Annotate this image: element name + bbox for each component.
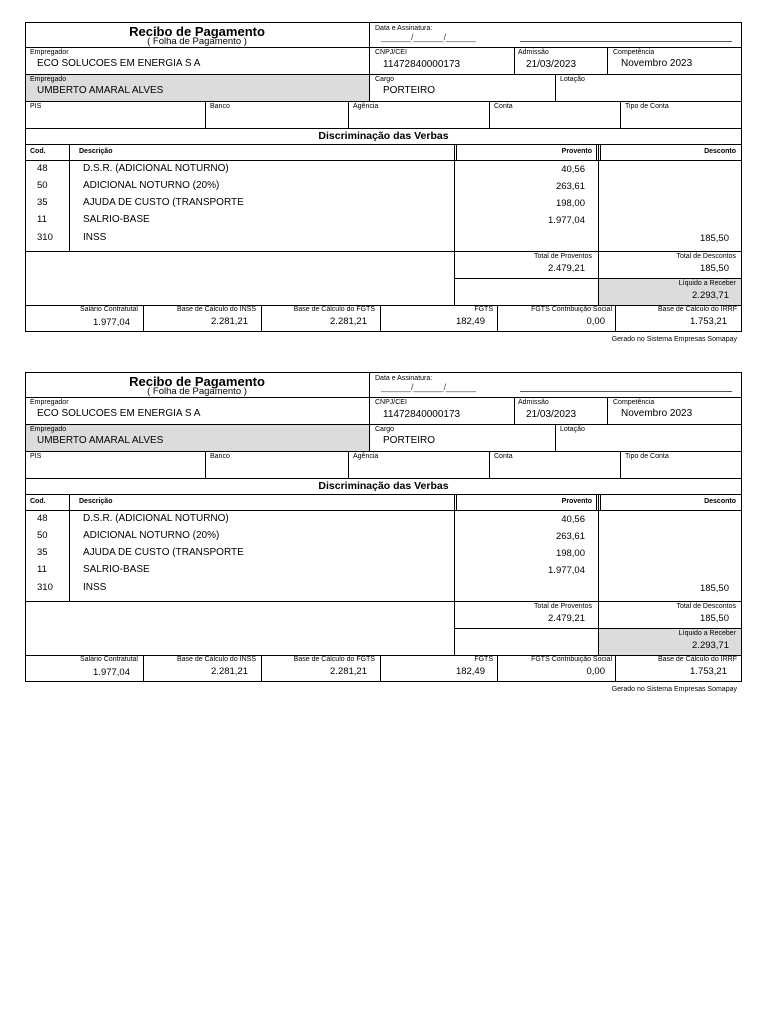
total-descontos-value: 185,50 — [699, 263, 729, 274]
rule — [143, 305, 144, 332]
rule — [261, 305, 262, 332]
item-desc: SALRIO-BASE — [83, 564, 150, 575]
col-desc: Descrição — [79, 148, 113, 155]
rule — [596, 494, 597, 510]
admission-label: Admissão — [518, 399, 549, 406]
rule — [615, 305, 616, 332]
item-cod: 11 — [37, 564, 47, 575]
rule — [25, 128, 742, 129]
rule — [369, 372, 370, 451]
role-label: Cargo — [375, 426, 395, 433]
pis-label: PIS — [30, 453, 42, 460]
item-desc: SALRIO-BASE — [83, 214, 150, 225]
rule — [454, 144, 455, 305]
account-label: Conta — [494, 103, 513, 110]
receipt-title: Recibo de Pagamento — [129, 24, 265, 39]
fgts-social-label: FGTS Contribuição Social — [531, 656, 612, 663]
base-inss-value: 2.281,21 — [211, 666, 248, 677]
base-inss-label: Base de Cálculo do INSS — [177, 306, 256, 313]
liquido-label: Líquido a Receber — [678, 630, 736, 637]
footer-note: Gerado no Sistema Empresas Somapay — [611, 686, 737, 693]
item-desc: INSS — [83, 232, 107, 243]
rule — [348, 101, 349, 128]
base-inss-label: Base de Cálculo do INSS — [177, 656, 256, 663]
item-cod: 50 — [37, 180, 48, 191]
item-provento: 1.977,04 — [548, 215, 585, 226]
col-provento: Provento — [561, 498, 592, 505]
receipt-title: Recibo de Pagamento — [129, 374, 265, 389]
rule — [69, 144, 70, 251]
rule — [555, 424, 556, 451]
item-provento: 198,00 — [555, 198, 585, 209]
rule — [25, 424, 742, 425]
account-type-label: Tipo de Conta — [625, 453, 669, 460]
total-proventos-value: 2.479,21 — [548, 613, 585, 624]
item-cod: 50 — [37, 530, 48, 541]
payslip-receipt — [25, 22, 742, 343]
signature-line — [520, 391, 732, 392]
item-cod: 35 — [37, 197, 48, 208]
item-provento: 1.977,04 — [548, 565, 585, 576]
rule — [143, 655, 144, 682]
rule — [25, 47, 742, 48]
base-inss-value: 2.281,21 — [211, 316, 248, 327]
competence-label: Competência — [613, 49, 655, 56]
rule — [454, 494, 455, 655]
fgts-social-value: 0,00 — [586, 666, 605, 677]
rule — [489, 451, 490, 478]
col-cod: Cod. — [30, 498, 46, 505]
item-desc: INSS — [83, 582, 107, 593]
rule — [25, 74, 742, 75]
role-label: Cargo — [375, 76, 395, 83]
fgts-social-value: 0,00 — [586, 316, 605, 327]
rule — [497, 305, 498, 332]
account-label: Conta — [494, 453, 513, 460]
salario-value: 1.977,04 — [93, 317, 130, 328]
receipt-body — [25, 22, 742, 343]
salario-value: 1.977,04 — [93, 667, 130, 678]
base-fgts-value: 2.281,21 — [330, 316, 367, 327]
competence-value: Novembro 2023 — [621, 58, 693, 69]
cnpj-value: 11472840000173 — [383, 409, 461, 420]
fgts-value: 182,49 — [455, 316, 485, 327]
fgts-label: FGTS — [474, 656, 493, 663]
item-provento: 198,00 — [555, 548, 585, 559]
section-title: Discriminação das Verbas — [318, 130, 449, 142]
item-desconto: 185,50 — [699, 583, 729, 594]
payslip-receipt — [25, 372, 742, 693]
rule — [598, 494, 599, 655]
signature-date-blank: ______/______/______ — [381, 32, 477, 42]
cnpj-label: CNPJ/CEI — [375, 399, 407, 406]
item-provento: 40,56 — [561, 164, 585, 175]
employer-label: Empregador — [30, 49, 69, 56]
item-desc: AJUDA DE CUSTO (TRANSPORTE — [83, 197, 244, 208]
employee-name: UMBERTO AMARAL ALVES — [37, 85, 164, 96]
col-desconto: Desconto — [704, 148, 736, 155]
item-desc: ADICIONAL NOTURNO (20%) — [83, 530, 220, 541]
item-cod: 310 — [37, 582, 53, 593]
base-fgts-label: Base de Cálculo do FGTS — [293, 306, 375, 313]
liquido-value: 2.293,71 — [692, 640, 729, 651]
total-descontos-label: Total de Descontos — [676, 603, 736, 610]
rule — [489, 101, 490, 128]
rule — [25, 510, 742, 511]
col-cod: Cod. — [30, 148, 46, 155]
competence-label: Competência — [613, 399, 655, 406]
base-irrf-label: Base de Cálculo do IRRF — [658, 306, 737, 313]
item-cod: 11 — [37, 214, 47, 225]
bank-label: Banco — [210, 103, 230, 110]
rule — [205, 101, 206, 128]
rule — [69, 494, 70, 601]
rule — [205, 451, 206, 478]
item-provento: 263,61 — [555, 181, 585, 192]
signature-label: Data e Assinatura: — [375, 25, 433, 32]
item-cod: 310 — [37, 232, 53, 243]
location-label: Lotação — [560, 426, 585, 433]
rule — [25, 251, 742, 252]
role-value: PORTEIRO — [383, 435, 436, 446]
rule — [25, 478, 742, 479]
role-value: PORTEIRO — [383, 85, 436, 96]
admission-value: 21/03/2023 — [526, 59, 577, 70]
rule — [555, 74, 556, 101]
salario-label: Salário Contratutal — [80, 306, 138, 313]
total-descontos-value: 185,50 — [699, 613, 729, 624]
fgts-value: 182,49 — [455, 666, 485, 677]
footer-note: Gerado no Sistema Empresas Somapay — [611, 336, 737, 343]
rule — [596, 144, 597, 160]
fgts-label: FGTS — [474, 306, 493, 313]
item-desc: D.S.R. (ADICIONAL NOTURNO) — [83, 513, 229, 524]
agency-label: Agência — [353, 103, 379, 110]
liquido-label: Líquido a Receber — [678, 280, 736, 287]
base-irrf-label: Base de Cálculo do IRRF — [658, 656, 737, 663]
col-desc: Descrição — [79, 498, 113, 505]
rule — [25, 160, 742, 161]
rule — [369, 22, 370, 101]
rule — [607, 47, 608, 74]
base-irrf-value: 1.753,21 — [690, 316, 727, 327]
rule — [454, 144, 455, 160]
base-fgts-value: 2.281,21 — [330, 666, 367, 677]
col-provento: Provento — [561, 148, 592, 155]
section-title: Discriminação das Verbas — [318, 480, 449, 492]
employer-name: ECO SOLUCOES EM ENERGIA S A — [37, 408, 201, 419]
admission-label: Admissão — [518, 49, 549, 56]
total-proventos-label: Total de Proventos — [534, 253, 592, 260]
rule — [514, 47, 515, 74]
employer-name: ECO SOLUCOES EM ENERGIA S A — [37, 58, 201, 69]
competence-value: Novembro 2023 — [621, 408, 693, 419]
account-type-label: Tipo de Conta — [625, 103, 669, 110]
rule — [454, 494, 455, 510]
rule — [514, 397, 515, 424]
employee-name: UMBERTO AMARAL ALVES — [37, 435, 164, 446]
base-irrf-value: 1.753,21 — [690, 666, 727, 677]
total-proventos-value: 2.479,21 — [548, 263, 585, 274]
signature-date-blank: ______/______/______ — [381, 382, 477, 392]
rule — [25, 601, 742, 602]
item-provento: 263,61 — [555, 531, 585, 542]
liquido-value: 2.293,71 — [692, 290, 729, 301]
rule — [598, 144, 599, 305]
rule — [620, 451, 621, 478]
location-label: Lotação — [560, 76, 585, 83]
salario-label: Salário Contratutal — [80, 656, 138, 663]
bank-label: Banco — [210, 453, 230, 460]
employer-label: Empregador — [30, 399, 69, 406]
rule — [348, 451, 349, 478]
rule — [615, 655, 616, 682]
agency-label: Agência — [353, 453, 379, 460]
cnpj-label: CNPJ/CEI — [375, 49, 407, 56]
receipt-subtitle: ( Folha de Pagamento ) — [147, 386, 247, 397]
rule — [380, 305, 381, 332]
rule — [620, 101, 621, 128]
rule — [261, 655, 262, 682]
signature-line — [520, 41, 732, 42]
admission-value: 21/03/2023 — [526, 409, 577, 420]
rule — [25, 397, 742, 398]
rule — [25, 494, 742, 495]
item-desconto: 185,50 — [699, 233, 729, 244]
rule — [25, 144, 742, 145]
employee-label: Empregado — [30, 76, 67, 83]
base-fgts-label: Base de Cálculo do FGTS — [293, 656, 375, 663]
receipt-subtitle: ( Folha de Pagamento ) — [147, 36, 247, 47]
rule — [380, 655, 381, 682]
item-cod: 35 — [37, 547, 48, 558]
col-desconto: Desconto — [704, 498, 736, 505]
pis-label: PIS — [30, 103, 42, 110]
total-descontos-label: Total de Descontos — [676, 253, 736, 260]
rule — [25, 101, 742, 102]
total-proventos-label: Total de Proventos — [534, 603, 592, 610]
receipt-body — [25, 372, 742, 693]
cnpj-value: 11472840000173 — [383, 59, 461, 70]
rule — [497, 655, 498, 682]
item-provento: 40,56 — [561, 514, 585, 525]
item-cod: 48 — [37, 163, 48, 174]
signature-label: Data e Assinatura: — [375, 375, 433, 382]
rule — [607, 397, 608, 424]
item-cod: 48 — [37, 513, 48, 524]
rule — [25, 451, 742, 452]
employee-label: Empregado — [30, 426, 67, 433]
item-desc: ADICIONAL NOTURNO (20%) — [83, 180, 220, 191]
fgts-social-label: FGTS Contribuição Social — [531, 306, 612, 313]
item-desc: D.S.R. (ADICIONAL NOTURNO) — [83, 163, 229, 174]
item-desc: AJUDA DE CUSTO (TRANSPORTE — [83, 547, 244, 558]
